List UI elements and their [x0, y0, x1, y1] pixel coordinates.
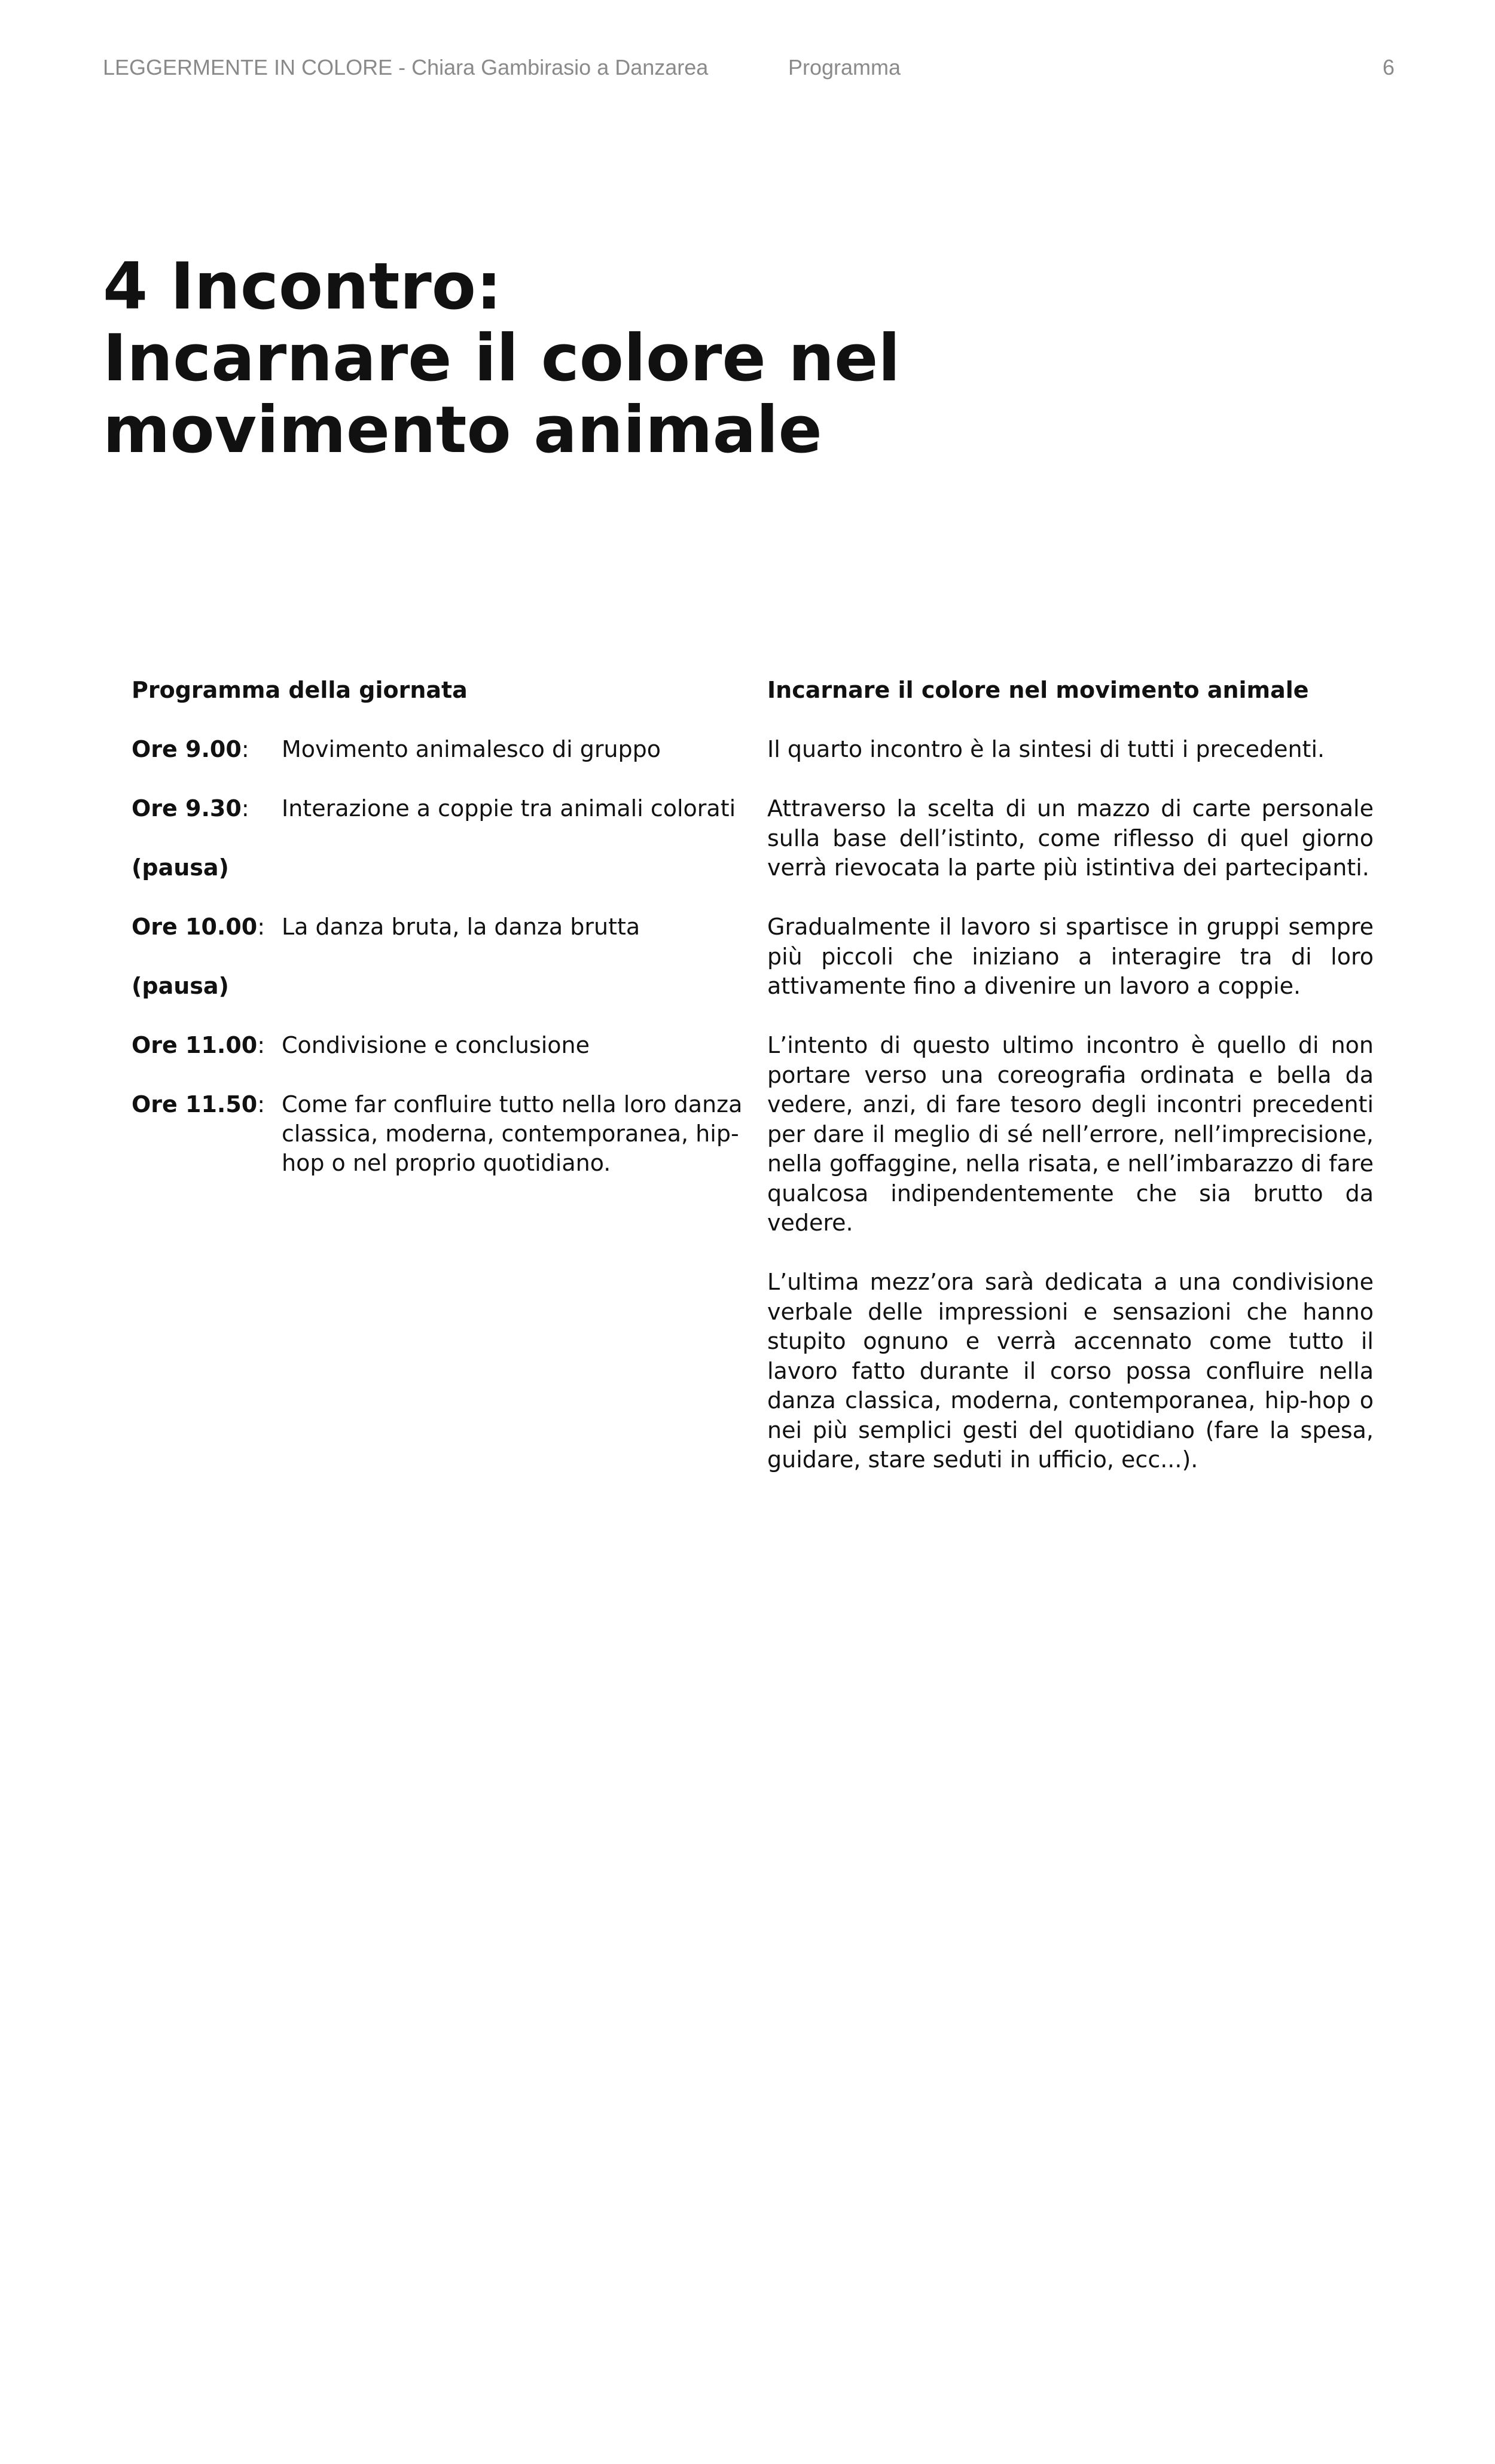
schedule-description: Come far confluire tutto nella loro danza classica, moderna, contemporanea, hip-hop o nel proprio quotidiano.: [282, 1091, 743, 1176]
description-column: [767, 676, 1374, 1504]
schedule-time: (pausa): [132, 854, 229, 881]
schedule-time: Ore 9.30:: [132, 795, 249, 822]
schedule-time: Ore 11.50:: [132, 1091, 266, 1117]
description-heading: Incarnare il colore nel movimento animale: [767, 677, 1309, 703]
schedule-description: Condivisione e conclusione: [282, 1032, 590, 1058]
title-line: Incarnare il colore nel: [103, 321, 901, 396]
schedule-row: [132, 735, 742, 764]
schedule-row: [132, 794, 742, 823]
schedule-row: [132, 912, 742, 942]
schedule-row: [132, 972, 742, 1001]
schedule-column: [132, 676, 743, 1176]
running-header-section: Programma: [788, 55, 901, 80]
description-paragraph: L’intento di questo ultimo incontro è quello di non portare verso una coreografia ordinata e bella da vedere, anzi, di fare tesoro degli incontri precedenti per dare il meglio di sé nell’errore, nell’imprecisione, nella goffaggine, nella risata, e nell’imbarazzo di fare qualcosa indipendentemente che sia brutto da vedere.: [767, 1032, 1374, 1236]
schedule-time: Ore 10.00:: [132, 914, 266, 940]
schedule-description: Movimento animalesco di gruppo: [282, 736, 661, 762]
description-paragraph: L’ultima mezz’ora sarà dedicata a una condivisione verbale delle impressioni e sensazioni che hanno stupito ognuno e verrà accennato come tutto il lavoro fatto durante il corso possa confluire nella danza classica, moderna, contemporanea, hip-hop o nei più semplici gesti del quotidiano (fare la spesa, guidare, stare seduti in ufficio, ecc...).: [767, 1269, 1374, 1473]
schedule-time: Ore 11.00:: [132, 1032, 266, 1058]
schedule-row: [132, 1031, 742, 1060]
description-paragraph: Attraverso la scelta di un mazzo di carte personale sulla base dell’istinto, come riflesso di quel giorno verrà rievocata la parte più istintiva dei partecipanti.: [767, 795, 1374, 881]
description-paragraph: Gradualmente il lavoro si spartisce in gruppi sempre più piccoli che iniziano a interagire tra di loro attivamente fino a divenire un lavoro a coppie.: [767, 914, 1374, 999]
title-line: movimento animale: [103, 393, 822, 468]
running-header-title: LEGGERMENTE IN COLORE - Chiara Gambirasio a Danzarea: [103, 55, 709, 80]
schedule-description: Interazione a coppie tra animali colorati: [282, 795, 736, 822]
page-number: 6: [1383, 55, 1395, 80]
schedule-description: La danza bruta, la danza brutta: [282, 914, 640, 940]
schedule-heading: Programma della giornata: [132, 677, 468, 703]
schedule-row: [132, 853, 742, 883]
schedule-time: Ore 9.00:: [132, 736, 249, 762]
schedule-time: (pausa): [132, 973, 229, 999]
description-paragraph: Il quarto incontro è la sintesi di tutti i precedenti.: [767, 736, 1325, 762]
title-line: 4 Incontro:: [103, 249, 502, 324]
page-title: [103, 251, 900, 466]
schedule-row: [132, 1090, 743, 1176]
